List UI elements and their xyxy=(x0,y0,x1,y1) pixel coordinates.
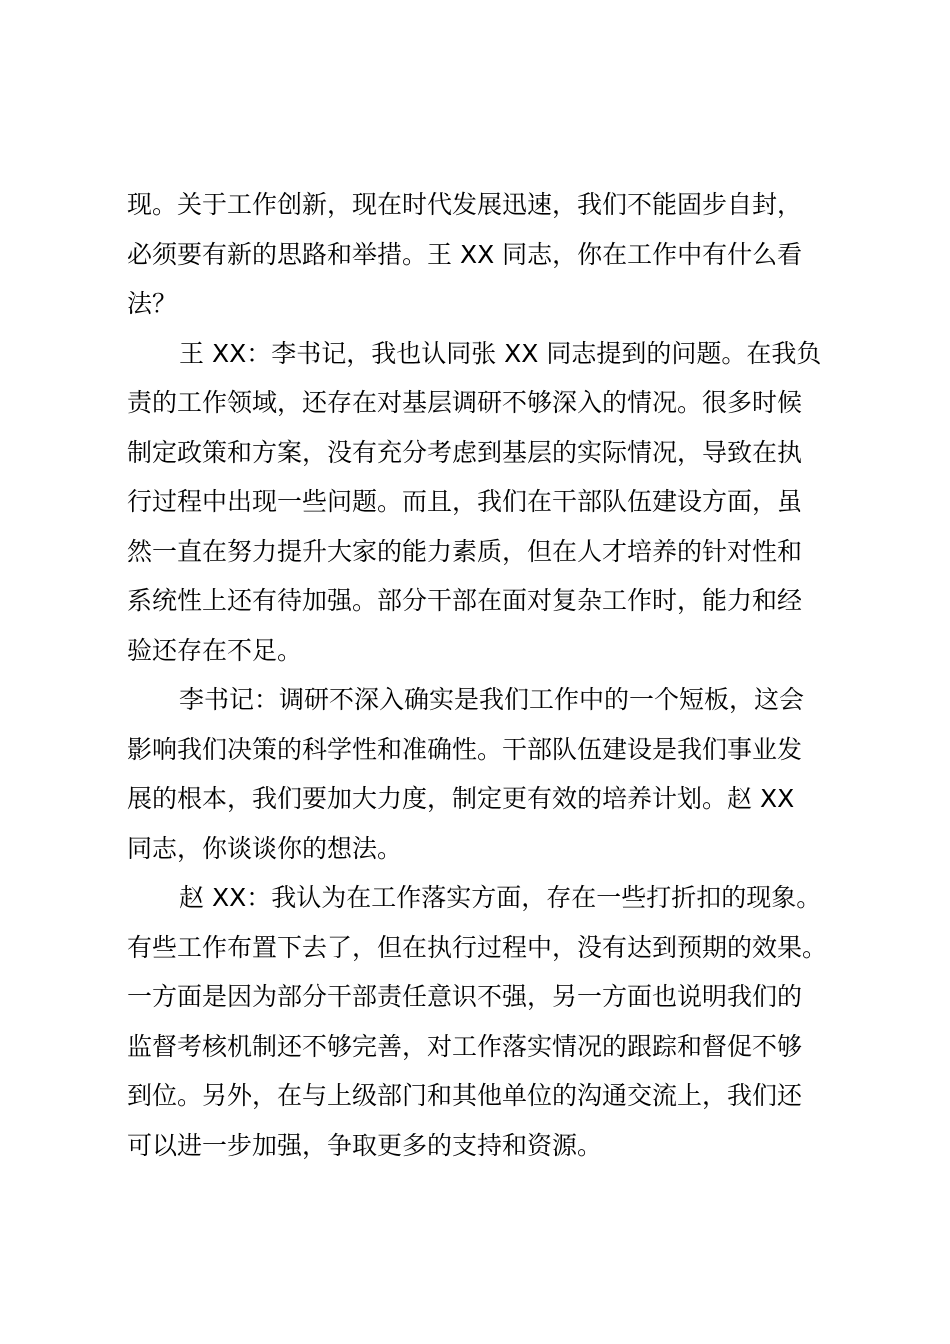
text-line: 可以进一步加强，争取更多的支持和资源。 xyxy=(127,1130,603,1160)
text-line: 一方面是因为部分干部责任意识不强，另一方面也说明我们的 xyxy=(127,982,803,1011)
text-line: 同志，你谈谈你的想法。 xyxy=(127,833,403,863)
paragraph-start-line: 李书记：调研不深入确实是我们工作中的一个短板，这会 xyxy=(179,685,805,714)
text-line: 现。关于工作创新，现在时代发展迅速，我们不能固步自封， xyxy=(127,190,803,219)
text-line: 验还存在不足。 xyxy=(127,635,303,665)
text-line: 监督考核机制还不够完善，对工作落实情况的跟踪和督促不够 xyxy=(127,1031,803,1061)
paragraph-start-line: 王 XX：李书记，我也认同张 XX 同志提到的问题。在我负 xyxy=(179,338,822,368)
text-line: 行过程中出现一些问题。而且，我们在干部队伍建设方面，虽 xyxy=(127,487,803,516)
text-line: 制定政策和方案，没有充分考虑到基层的实际情况，导致在执 xyxy=(127,437,803,467)
text-line: 到位。另外，在与上级部门和其他单位的沟通交流上，我们还 xyxy=(127,1081,803,1110)
text-line: 法？ xyxy=(127,289,178,318)
paragraph-start-line: 赵 XX：我认为在工作落实方面，存在一些打折扣的现象。 xyxy=(179,883,822,912)
text-line: 责的工作领域，还存在对基层调研不够深入的情况。很多时候 xyxy=(127,388,803,417)
text-line: 展的根本，我们要加大力度，制定更有效的培养计划。赵 XX xyxy=(127,784,795,813)
text-line: 然一直在努力提升大家的能力素质，但在人才培养的针对性和 xyxy=(127,536,803,566)
text-line: 必须要有新的思路和举措。王 XX 同志，你在工作中有什么看 xyxy=(127,239,803,269)
document-body xyxy=(127,180,842,1170)
text-line: 系统性上还有待加强。部分干部在面对复杂工作时，能力和经 xyxy=(127,586,803,615)
text-line: 有些工作布置下去了，但在执行过程中，没有达到预期的效果。 xyxy=(127,932,828,962)
text-line: 影响我们决策的科学性和准确性。干部队伍建设是我们事业发 xyxy=(127,734,803,764)
